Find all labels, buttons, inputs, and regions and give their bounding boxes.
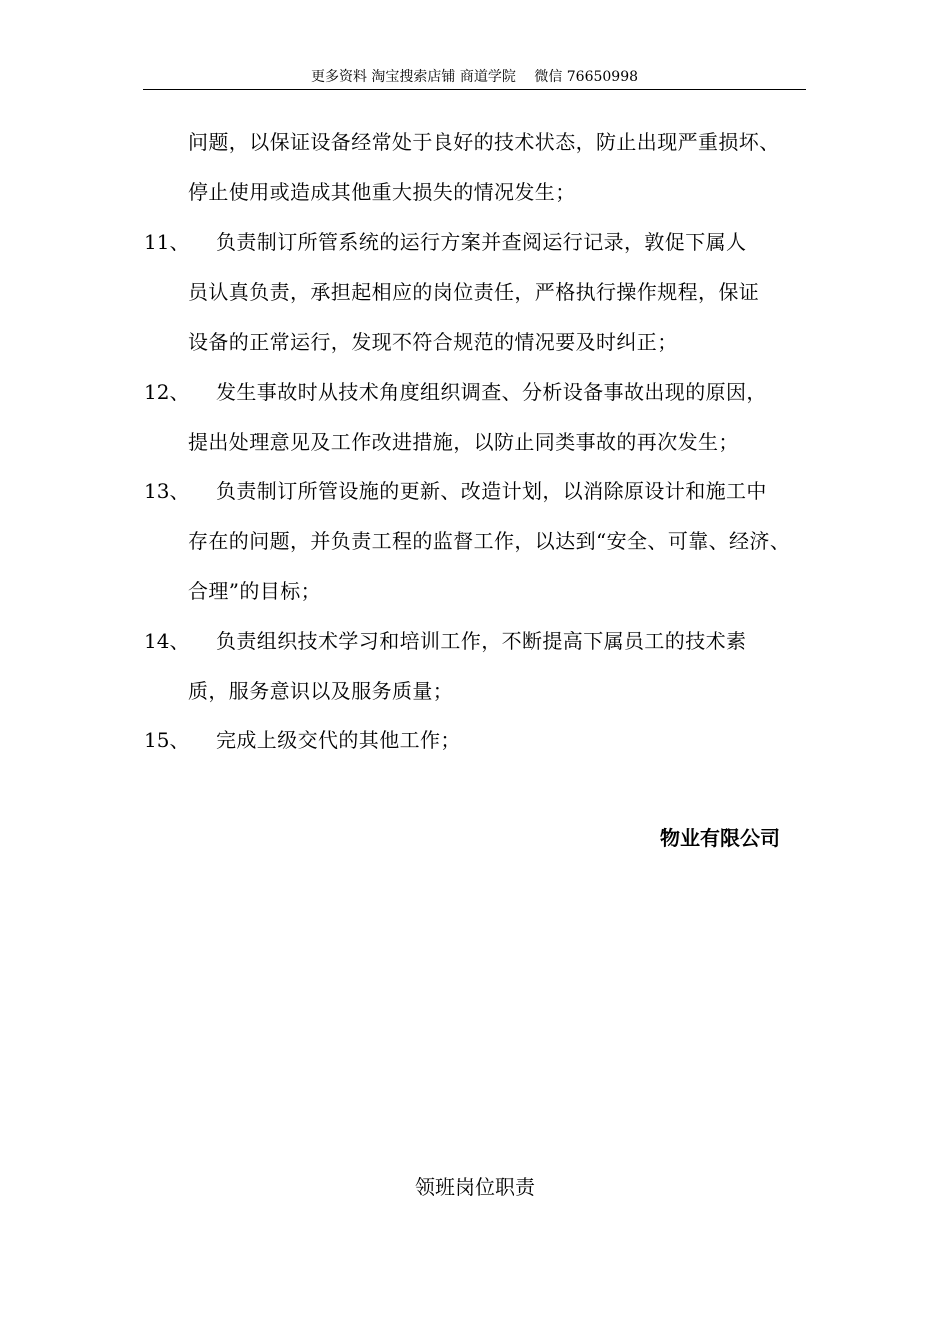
list-item-line: 提出处理意见及工作改进措施，以防止同类事故的再次发生； bbox=[188, 430, 739, 454]
list-item-line: 员认真负责，承担起相应的岗位责任，严格执行操作规程，保证 bbox=[188, 280, 760, 304]
list-item-line: 设备的正常运行，发现不符合规范的情况要及时纠正； bbox=[188, 330, 678, 354]
list-item-number: 15、 bbox=[144, 728, 190, 752]
list-item-line: 负责制订所管系统的运行方案并查阅运行记录，敦促下属人 bbox=[216, 230, 747, 254]
list-item-number: 14、 bbox=[144, 629, 190, 653]
continued-line: 问题，以保证设备经常处于良好的技术状态，防止出现严重损坏、 bbox=[188, 130, 780, 154]
list-item-line: 合理”的目标； bbox=[188, 579, 322, 603]
header-rule bbox=[143, 89, 806, 90]
list-item-line: 负责组织技术学习和培训工作，不断提高下属员工的技术素 bbox=[216, 629, 747, 653]
company-signature: 物业有限公司 bbox=[660, 826, 780, 850]
header-text: 更多资料 淘宝搜索店铺 商道学院 微信 76650998 bbox=[310, 69, 639, 85]
section-title: 领班岗位职责 bbox=[415, 1175, 535, 1199]
list-item-number: 12、 bbox=[144, 380, 190, 404]
list-item-line: 存在的问题，并负责工程的监督工作，以达到“安全、可靠、经济、 bbox=[188, 529, 791, 553]
list-item-line: 发生事故时从技术角度组织调查、分析设备事故出现的原因， bbox=[216, 380, 767, 404]
list-item-line: 完成上级交代的其他工作； bbox=[216, 728, 461, 752]
list-item-line: 负责制订所管设施的更新、改造计划，以消除原设计和施工中 bbox=[216, 479, 767, 503]
continued-line: 停止使用或造成其他重大损失的情况发生； bbox=[188, 180, 576, 204]
list-item-number: 11、 bbox=[144, 230, 190, 254]
list-item-line: 质，服务意识以及服务质量； bbox=[188, 679, 454, 703]
list-item-number: 13、 bbox=[144, 479, 190, 503]
